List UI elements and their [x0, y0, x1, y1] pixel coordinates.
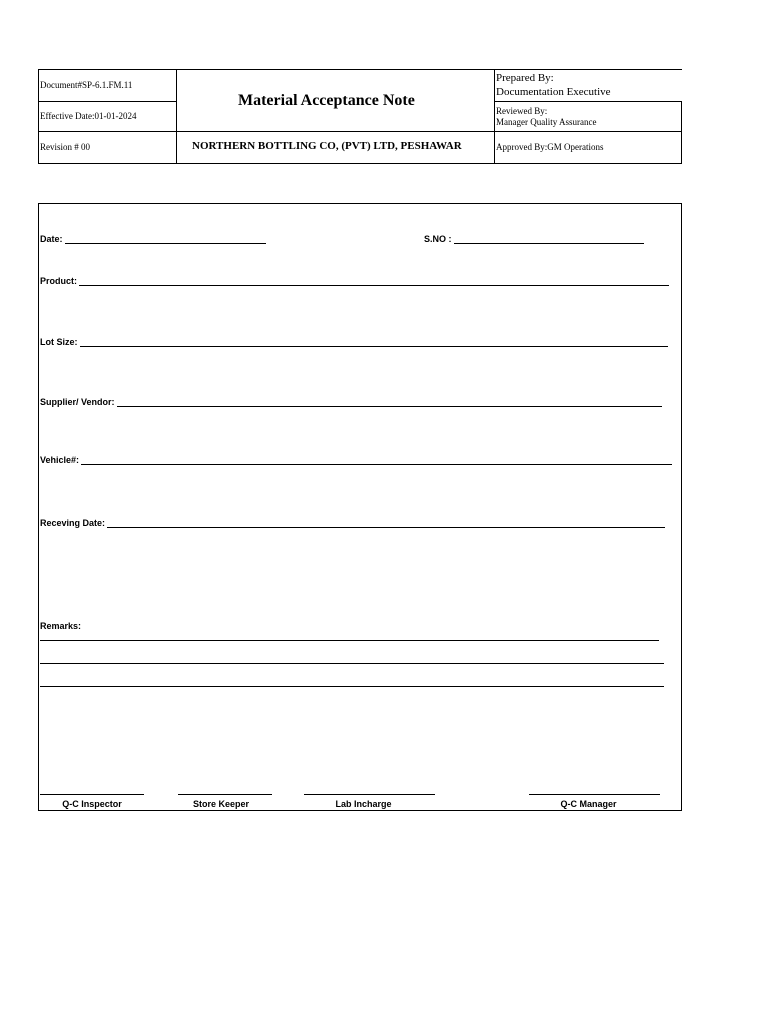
- remarks-line-1[interactable]: [40, 640, 659, 641]
- product-label: Product:: [40, 276, 77, 286]
- reviewed-by-value: Manager Quality Assurance: [496, 117, 597, 127]
- prepared-by-value: Documentation Executive: [496, 86, 611, 98]
- vehicle-field[interactable]: [40, 455, 672, 465]
- header-col-divider-1: [176, 69, 177, 164]
- vehicle-label: Vehicle#:: [40, 455, 80, 465]
- store-keeper-signature-line[interactable]: [178, 794, 272, 795]
- lot-size-field[interactable]: [40, 337, 668, 347]
- receiving-date-label: Receving Date:: [40, 518, 106, 528]
- date-field[interactable]: [40, 234, 266, 244]
- receiving-date-line: [107, 518, 665, 528]
- lab-incharge-signature-line[interactable]: [304, 794, 435, 795]
- reviewed-by-label: Reviewed By:: [496, 106, 548, 116]
- qc-manager-label: Q-C Manager: [560, 799, 617, 809]
- prepared-by-label: Prepared By:: [496, 72, 554, 84]
- supplier-line: [117, 397, 662, 407]
- qc-inspector-label: Q-C Inspector: [62, 799, 122, 809]
- sno-field[interactable]: [424, 234, 644, 244]
- header-border-bottom: [38, 163, 682, 164]
- effective-date: Effective Date:01-01-2024: [40, 111, 137, 121]
- store-keeper-label: Store Keeper: [192, 799, 250, 809]
- sno-label: S.NO :: [424, 234, 452, 244]
- header-border-left: [38, 69, 39, 164]
- qc-inspector-signature-line[interactable]: [40, 794, 144, 795]
- product-field[interactable]: [40, 276, 669, 286]
- form-box: [38, 203, 682, 811]
- approved-by: Approved By:GM Operations: [496, 142, 604, 152]
- sno-line: [454, 234, 644, 244]
- supplier-field[interactable]: [40, 397, 662, 407]
- supplier-label: Supplier/ Vendor:: [40, 397, 115, 407]
- date-label: Date:: [40, 234, 63, 244]
- header-border-right: [681, 101, 682, 164]
- remarks-label-wrap: [40, 621, 81, 631]
- lab-incharge-label: Lab Incharge: [335, 799, 392, 809]
- product-line: [79, 276, 669, 286]
- header-row-divider-right-1: [494, 101, 682, 102]
- remarks-line-3[interactable]: [40, 686, 664, 687]
- header-col-divider-2: [494, 69, 495, 164]
- company-name: NORTHERN BOTTLING CO, (PVT) LTD, PESHAWAR: [192, 140, 462, 152]
- revision-number: Revision # 00: [40, 142, 91, 152]
- header-row-divider-2: [38, 131, 682, 132]
- lot-size-line: [80, 337, 669, 347]
- document-title: Material Acceptance Note: [238, 92, 415, 109]
- receiving-date-field[interactable]: [40, 518, 665, 528]
- remarks-line-2[interactable]: [40, 663, 664, 664]
- qc-manager-signature-line[interactable]: [529, 794, 660, 795]
- header-border-top: [38, 69, 682, 70]
- date-line: [65, 234, 266, 244]
- lot-size-label: Lot Size:: [40, 337, 78, 347]
- document-number: Document#SP-6.1.FM.11: [40, 80, 133, 90]
- header-row-divider-left-1: [38, 101, 176, 102]
- remarks-label: Remarks:: [40, 621, 82, 631]
- vehicle-line: [81, 455, 672, 465]
